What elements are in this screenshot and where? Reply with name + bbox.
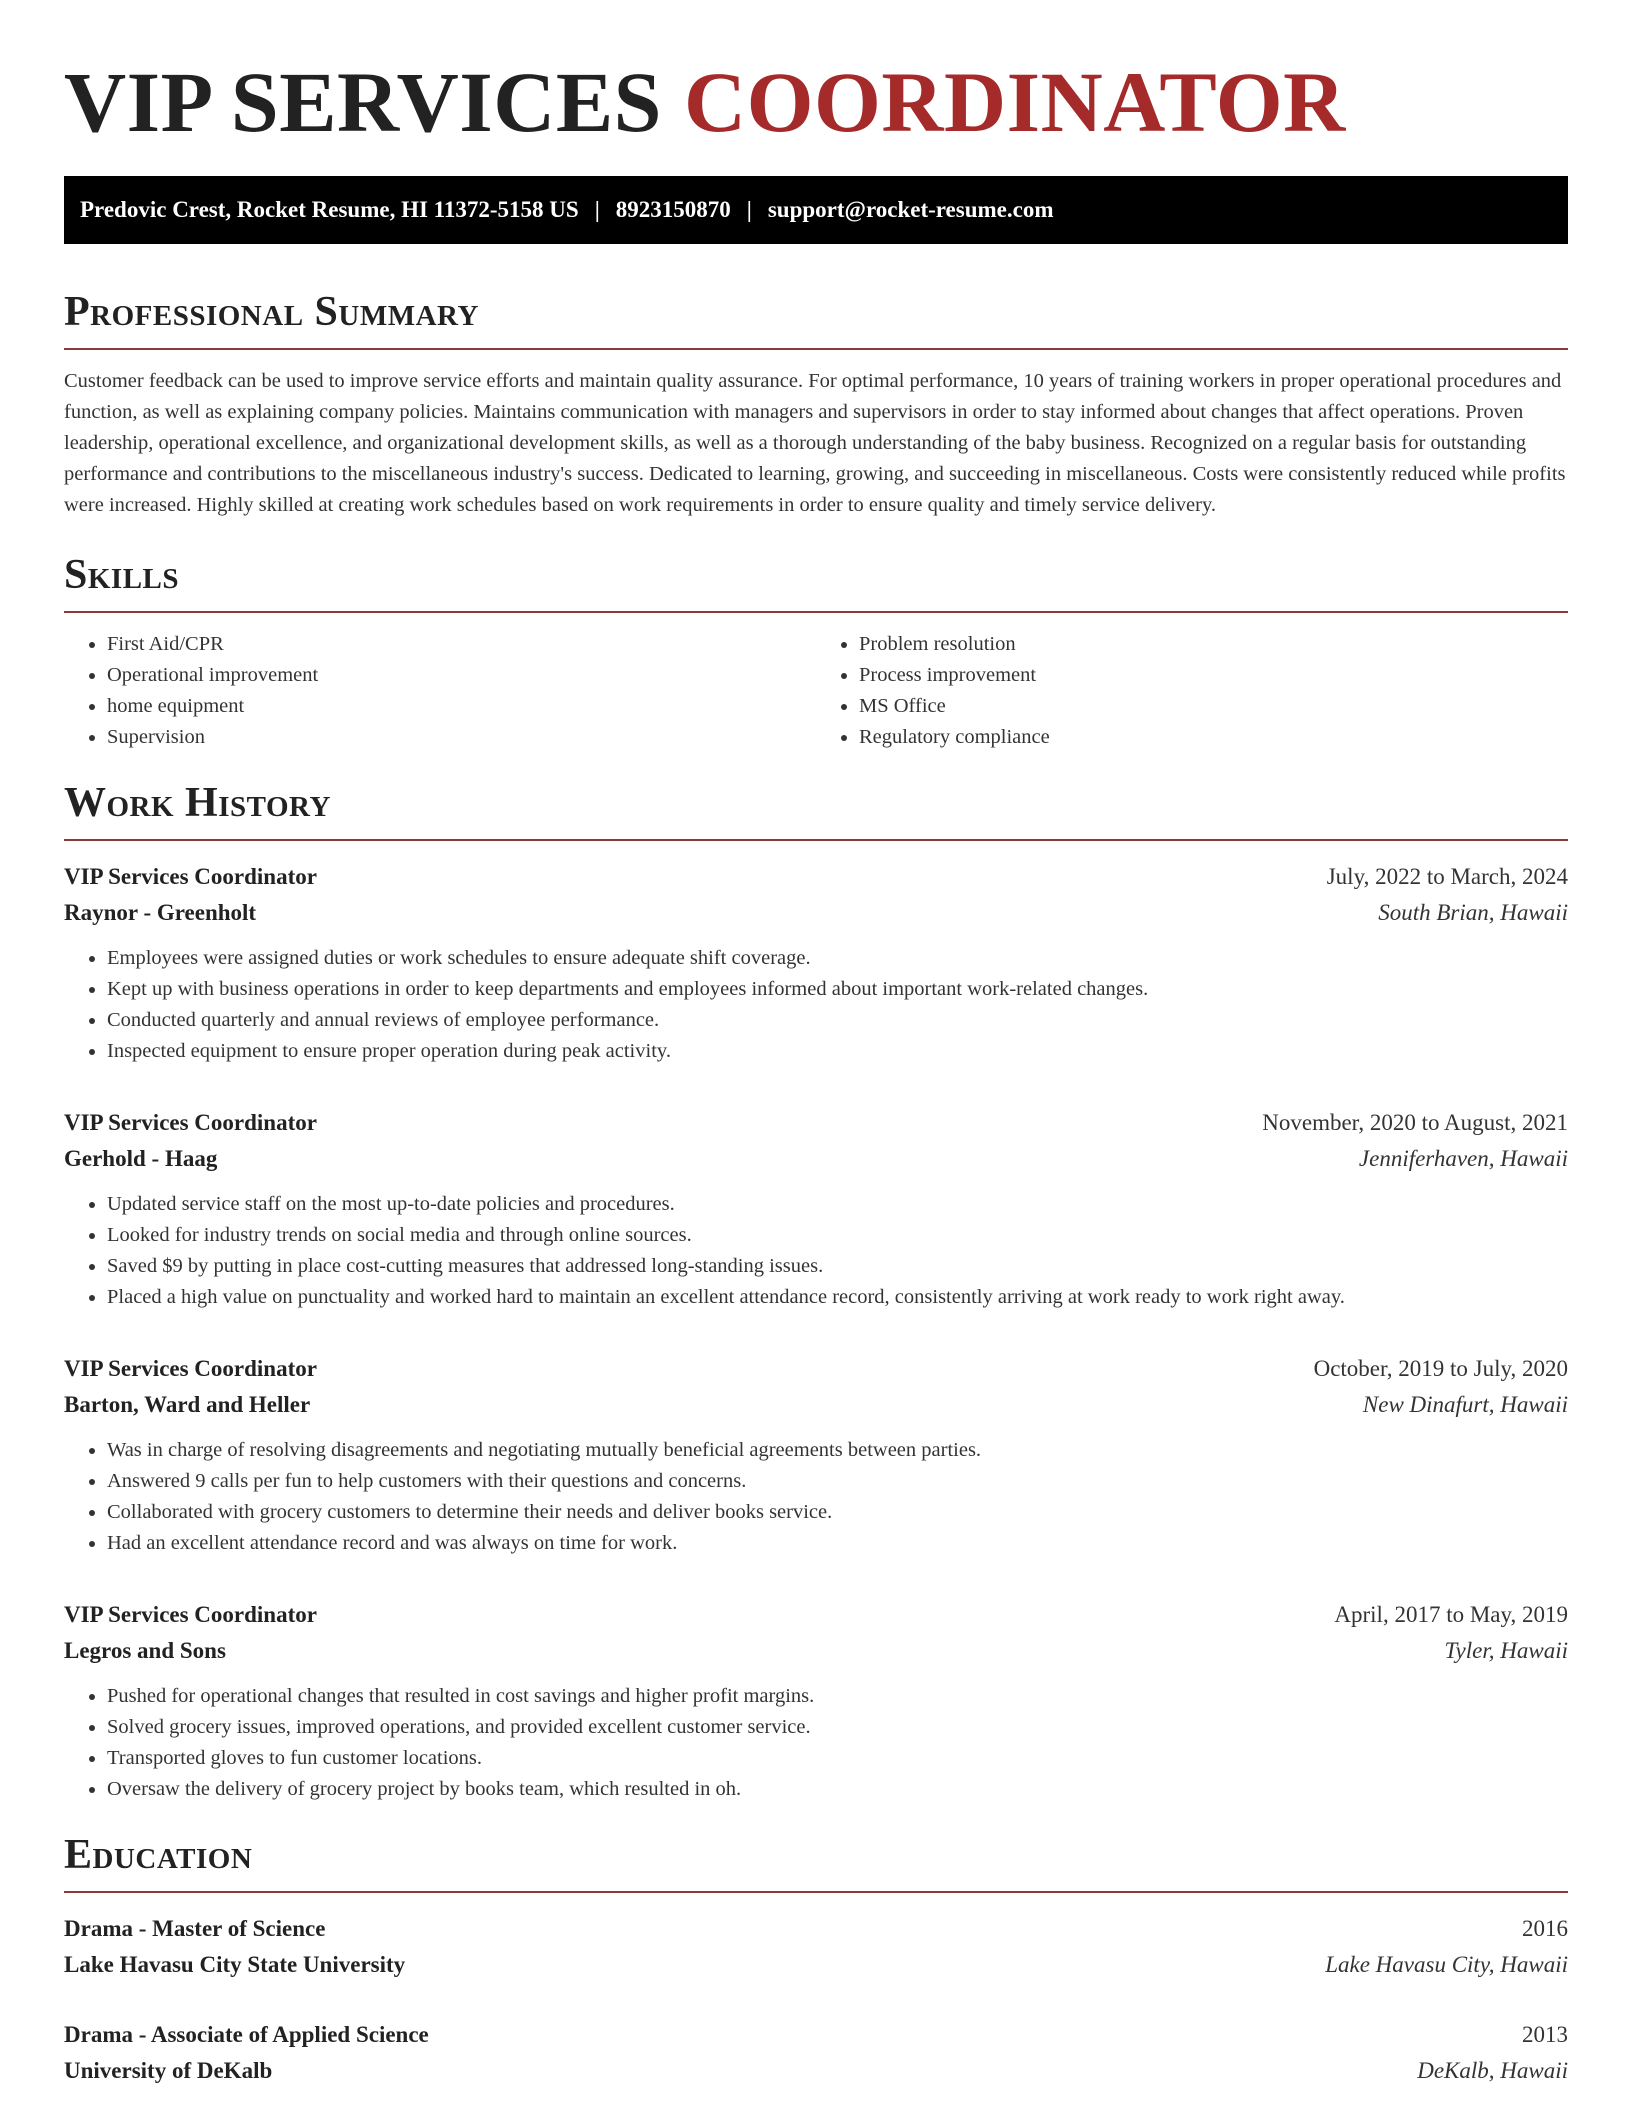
- education-location: DeKalb, Hawaii: [1417, 2058, 1568, 2083]
- education-location: Lake Havasu City, Hawaii: [1325, 1952, 1568, 1977]
- job-bullet: • Had an excellent attendance record and was always on time for work.: [107, 1528, 1568, 1559]
- education-entry: [64, 1911, 1568, 1983]
- contact-separator: |: [594, 197, 600, 222]
- education-school: University of DeKalb: [64, 2058, 273, 2083]
- job-bullet: • Saved $9 by putting in place cost-cutting measures that addressed long-standing issues.: [107, 1251, 1568, 1282]
- job-company: Legros and Sons: [64, 1638, 226, 1663]
- contact-email: support@rocket-resume.com: [767, 197, 1054, 222]
- skills-column-left: [64, 629, 816, 753]
- education-heading: Education: [64, 1831, 1568, 1893]
- skill-item: • Operational improvement: [107, 660, 816, 691]
- skill-item: • Process improvement: [859, 660, 1568, 691]
- skill-item: • First Aid/CPR: [107, 629, 816, 660]
- skill-item: • Regulatory compliance: [859, 722, 1568, 753]
- contact-bar: [64, 176, 1568, 244]
- contact-address: Predovic Crest, Rocket Resume, HI 11372-5158 US: [80, 197, 579, 222]
- job-bullet: • Solved grocery issues, improved operations, and provided excellent customer service.: [107, 1712, 1568, 1743]
- job-title: VIP Services Coordinator: [64, 1602, 317, 1627]
- job-dates: April, 2017 to May, 2019: [1334, 1602, 1568, 1627]
- education-degree: Drama - Associate of Applied Science: [64, 2022, 429, 2047]
- skills-list: [64, 629, 1568, 753]
- job-bullet: • Was in charge of resolving disagreements and negotiating mutually beneficial agreements between parties.: [107, 1435, 1568, 1466]
- job-bullet: • Answered 9 calls per fun to help customers with their questions and concerns.: [107, 1466, 1568, 1497]
- summary-text: Customer feedback can be used to improve service efforts and maintain quality assurance. For optimal performance, 10 years of training workers in proper operational procedures and function, as well as explaining company policies. Maintains communication with managers and supervisors in order to stay informed about changes that affect operations. Proven leadership, operational excellence, and organizational development skills, as well as a thorough understanding of the baby business. Recognized on a regular basis for outstanding performance and contributions to the miscellaneous industry's success. Dedicated to learning, growing, and succeeding in miscellaneous. Costs were consistently reduced while profits were increased. Highly skilled at creating work schedules based on work requirements in order to ensure quality and timely service delivery.: [64, 370, 1566, 516]
- education-school: Lake Havasu City State University: [64, 1952, 406, 1977]
- job-entry: [64, 1105, 1568, 1313]
- job-bullet: • Pushed for operational changes that resulted in cost savings and higher profit margins.: [107, 1681, 1568, 1712]
- job-entry: [64, 1351, 1568, 1559]
- name-last: COORDINATOR: [684, 54, 1346, 150]
- education-degree: Drama - Master of Science: [64, 1916, 326, 1941]
- job-company: Raynor - Greenholt: [64, 900, 257, 925]
- job-location: Tyler, Hawaii: [1444, 1638, 1568, 1663]
- job-dates: October, 2019 to July, 2020: [1313, 1356, 1568, 1381]
- skill-item: • Problem resolution: [859, 629, 1568, 660]
- resume-name: [64, 0, 1568, 152]
- skill-item: • MS Office: [859, 691, 1568, 722]
- job-dates: November, 2020 to August, 2021: [1262, 1110, 1568, 1135]
- job-company: Barton, Ward and Heller: [64, 1392, 311, 1417]
- job-bullet: • Inspected equipment to ensure proper operation during peak activity.: [107, 1036, 1568, 1067]
- job-bullets: [64, 1189, 1568, 1313]
- job-bullet: • Conducted quarterly and annual reviews of employee performance.: [107, 1005, 1568, 1036]
- job-bullet: • Oversaw the delivery of grocery project by books team, which resulted in oh.: [107, 1774, 1568, 1805]
- job-dates: July, 2022 to March, 2024: [1326, 864, 1568, 889]
- job-location: South Brian, Hawaii: [1378, 900, 1568, 925]
- job-bullets: [64, 943, 1568, 1067]
- summary-heading: Professional Summary: [64, 288, 1568, 350]
- education-entry: [64, 2017, 1568, 2089]
- work-history-heading: Work History: [64, 779, 1568, 841]
- job-company: Gerhold - Haag: [64, 1146, 218, 1171]
- name-first: VIP SERVICES: [64, 54, 663, 150]
- job-bullet: • Updated service staff on the most up-to-date policies and procedures.: [107, 1189, 1568, 1220]
- job-bullet: • Collaborated with grocery customers to determine their needs and deliver books service.: [107, 1497, 1568, 1528]
- skills-column-right: [816, 629, 1568, 753]
- job-bullets: [64, 1681, 1568, 1805]
- job-title: VIP Services Coordinator: [64, 864, 317, 889]
- job-title: VIP Services Coordinator: [64, 1110, 317, 1135]
- job-bullet: • Kept up with business operations in order to keep departments and employees informed about important work-related changes.: [107, 974, 1568, 1005]
- skill-item: • Supervision: [107, 722, 816, 753]
- job-bullets: [64, 1435, 1568, 1559]
- skills-heading: Skills: [64, 551, 1568, 613]
- job-bullet: • Employees were assigned duties or work schedules to ensure adequate shift coverage.: [107, 943, 1568, 974]
- job-entry: [64, 1597, 1568, 1805]
- job-location: Jenniferhaven, Hawaii: [1358, 1146, 1568, 1171]
- contact-phone: 8923150870: [615, 197, 731, 222]
- education-year: 2016: [1522, 1916, 1568, 1941]
- job-bullet: • Looked for industry trends on social media and through online sources.: [107, 1220, 1568, 1251]
- job-title: VIP Services Coordinator: [64, 1356, 317, 1381]
- job-bullet: • Transported gloves to fun customer locations.: [107, 1743, 1568, 1774]
- job-bullet: • Placed a high value on punctuality and worked hard to maintain an excellent attendance record, consistently arriving at work ready to work right away.: [107, 1282, 1568, 1313]
- skill-item: • home equipment: [107, 691, 816, 722]
- education-year: 2013: [1522, 2022, 1568, 2047]
- contact-separator: |: [746, 197, 752, 222]
- job-entry: [64, 859, 1568, 1067]
- job-location: New Dinafurt, Hawaii: [1362, 1392, 1568, 1417]
